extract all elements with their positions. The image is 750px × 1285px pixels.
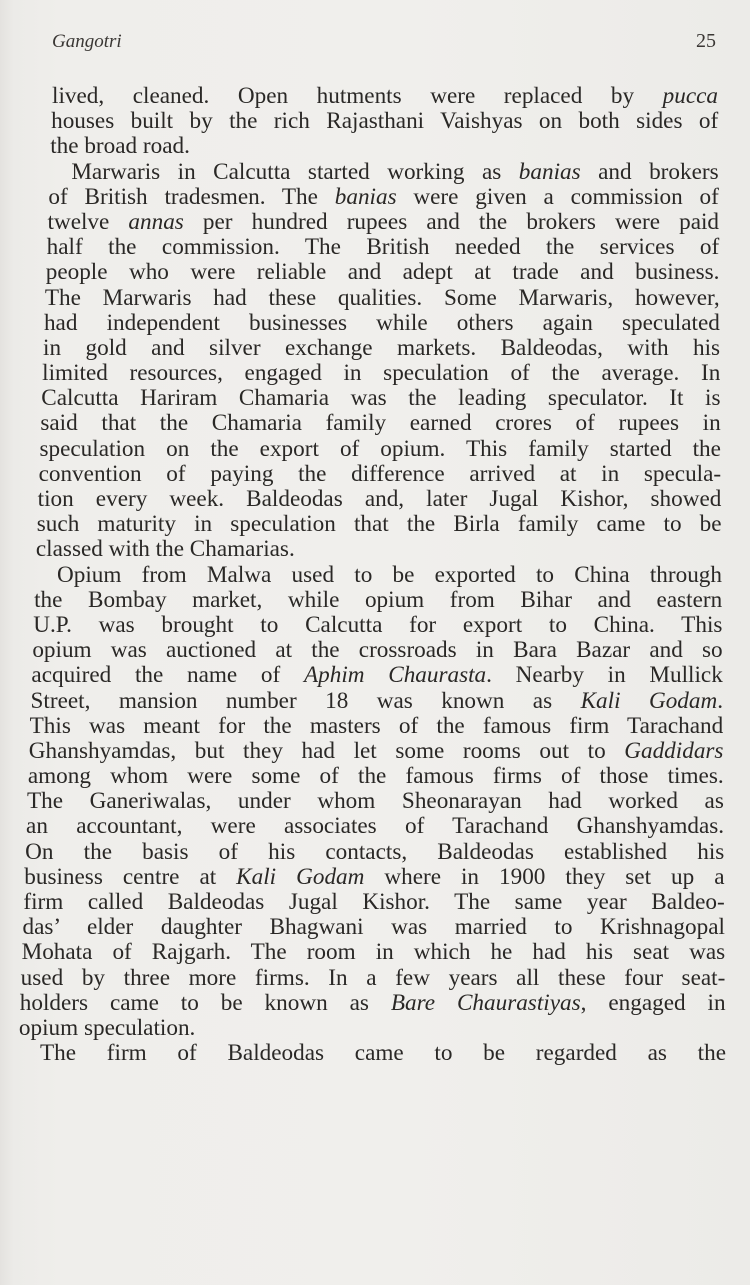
text-run: firm called Baldeodas Jugal Kishor. The same year Baldeo- [23,889,725,915]
text-run: Marwaris in Calcutta started working as [71,158,519,185]
italic-term: banias [518,158,581,185]
italic-term: Bare Chaurastiyas [390,989,581,1016]
text-run: among whom were some of the famous firms of those times. [27,763,724,790]
text-line [20,991,726,1016]
text-run: said that the Chamaria family earned crores of rupees in [40,410,721,437]
text-run: were given a commission of [396,183,719,210]
text-line [33,613,722,638]
text-run: used by three more firms. In a few years all these four seat- [20,964,726,991]
text-run: opium speculation. [18,1014,196,1041]
text-line [23,890,724,915]
text-line [40,411,720,436]
text-run: , engaged in [580,989,726,1016]
text-line [22,915,724,940]
text-line [19,1016,726,1041]
italic-term: Aphim Chaurasta [303,662,487,689]
text-line [57,563,722,588]
text-run: in gold and silver exchange markets. Baldeodas, with his [43,334,721,361]
text-line [32,638,722,663]
text-line [36,537,722,562]
text-line [28,764,724,789]
text-line [48,185,718,210]
text-line [31,689,724,714]
italic-term: Gaddidars [624,737,724,764]
text-line [26,814,724,839]
text-line [43,336,720,361]
text-line [38,487,722,512]
text-run: houses built by the rich Rajasthani Vaishyas on both sides of [51,108,719,135]
text-run: and brokers [580,158,719,185]
text-run: convention of paying the difference arrived at in specula- [38,460,722,487]
text-line [48,210,720,235]
text-run: acquired the name of [31,662,304,689]
text-run: . Nearby in Mullick [486,662,723,689]
text-run: Calcutta Hariram Chamaria was the leading speculator. It is [41,385,721,412]
text-run: business centre at [24,863,237,890]
text-run: The firm of Baldeodas came to be regarded as the [40,1040,726,1067]
text-run: of British tradesmen. The [48,183,335,210]
text-run: . [717,687,724,714]
text-run: Street, mansion number 18 was known as [30,687,581,714]
text-run: an accountant, were associates of Tarachand Ghanshyamdas. [26,813,725,840]
text-line [44,311,720,336]
text-run: On the basis of his contacts, Baldeodas established his [25,838,725,865]
text-line [24,865,724,890]
text-run: opium was auctioned at the crossroads in Bara Bazar and so [32,637,723,664]
text-line [25,840,724,865]
text-line [39,462,722,487]
text-run: Opium from Malwa used to be exported to China through [57,561,722,588]
text-line [47,235,720,260]
text-run: lived, cleaned. Open hutments were replaced by [52,83,663,109]
text-line [40,1041,726,1066]
chapter-title: Gangotri [52,31,122,52]
text-run: Ghanshyamdas, but they had let some rooms out to [28,737,625,764]
text-run: das’ elder daughter Bhagwani was married to Krishnagopal [22,914,725,941]
italic-term: Kali Godam [236,863,365,890]
text-line [27,789,724,814]
italic-term: annas [128,208,184,235]
text-line [39,437,720,462]
text-run: where in 1900 they set up a [364,863,725,890]
text-line [31,663,722,688]
text-line [41,386,720,411]
page-number: 25 [696,30,716,52]
text-line [30,714,724,739]
text-run: twelve [47,208,129,235]
text-run: limited resources, engaged in speculation of the average. In [42,360,721,387]
text-run: half the commission. The British needed the services of [46,234,720,261]
text-run: had independent businesses while others again speculated [43,309,720,336]
text-run: speculation on the export of opium. This family started the [39,435,721,462]
text-line [34,588,722,613]
text-run: per hundred rupees and the brokers were paid [183,208,720,235]
text-run: U.P. was brought to Calcutta for export to China. This [33,611,723,638]
text-line [51,109,718,134]
text-line [21,966,726,991]
text-line [22,940,726,965]
text-line [37,512,722,537]
text-run: The Marwaris had these qualities. Some Marwaris, however, [44,284,720,311]
text-run: such maturity in speculation that the Birla family came to be [36,511,722,538]
running-head [52,30,716,53]
text-run: the Bombay market, while opium from Bihar and eastern [34,586,723,613]
text-line [45,286,720,311]
text-line [52,84,718,109]
text-line [71,160,718,185]
italic-term: pucca [662,83,718,109]
text-run: people who were reliable and adept at trade and business. [45,259,720,286]
text-run: The Ganeriwalas, under whom Sheonarayan had worked as [26,788,724,815]
text-run: This was meant for the masters of the famous firm Tarachand [29,712,724,739]
body-text [0,84,750,1066]
text-line [29,739,724,764]
text-run: the broad road. [50,133,190,160]
text-run: tion every week. Baldeodas and, later Jugal Kishor, showed [37,486,722,512]
text-line [42,361,720,386]
text-run: classed with the Chamarias. [35,536,295,563]
text-line [50,134,718,159]
text-run: Mohata of Rajgarh. The room in which he had his seat was [21,939,726,966]
text-run: holders came to be known as [19,989,391,1016]
italic-term: Kali Godam [580,687,718,714]
text-line [46,260,720,285]
italic-term: banias [334,183,397,210]
